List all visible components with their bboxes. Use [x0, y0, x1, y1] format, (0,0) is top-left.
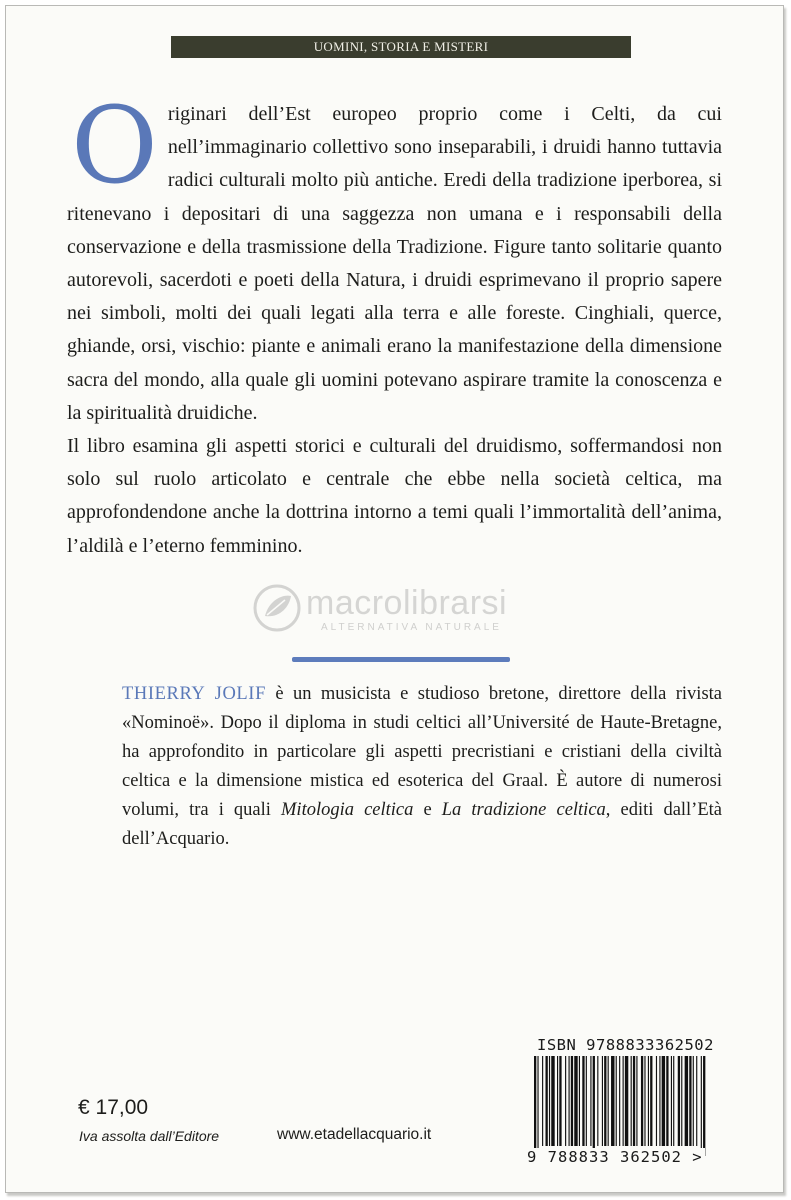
barcode-bar [685, 1056, 688, 1146]
barcode-bar [537, 1056, 538, 1156]
author-bio-part1: è un musicista e studioso bretone, direttore della rivista «Nominoë». Dopo il diploma in studi celtici all’Université de Haute-Bretagne, ha approfondito in particolare gli aspetti precristiani e cristiani della civiltà celtica e la dimensione mistica ed esoterica del Graal. È autore di numerosi volumi, tra i quali [122, 684, 722, 820]
barcode-bar [619, 1056, 620, 1146]
barcode-bar [689, 1056, 691, 1146]
barcode-bar [593, 1056, 595, 1156]
description-paragraph-1-text: riginari dell’Est europeo proprio come i Celti, da cui nell’immaginario collettivo sono inseparabili, i druidi hanno tuttavia radici culturali molto più antiche. Eredi della tradizione iperborea, si ritenevano i depositari di una saggezza non umana e i responsabili della conservazione e della trasmissione della Tradizione. Figure tanto solitarie quanto autorevoli, sacerdoti e poeti della Natura, i druidi esprimevano il proprio sapere nei simboli, molti dei quali legati alla terra e alle foreste. Cinghiali, querce, ghiande, orsi, vischio: piante e animali erano la manifestazione della dimensione sacra del mondo, alla quale gli uomini potevano aspirare tramite la conoscenza e la spiritualità druidiche. [67, 103, 722, 424]
description-paragraph-2: Il libro esamina gli aspetti storici e culturali del druidismo, soffermandosi non solo sul ruolo articolato e centrale che ebbe nella società celtica, ma approfondendone anche la dottrina intorno a temi quali l’immortalità dell’anima, l’aldilà e l’eterno femminino. [67, 435, 722, 557]
barcode-bar [604, 1056, 606, 1146]
author-name: THIERRY JOLIF [122, 684, 266, 704]
barcode-bar [534, 1056, 536, 1156]
watermark [251, 582, 561, 638]
barcode-bar [693, 1056, 694, 1146]
barcode-bar [582, 1056, 584, 1146]
barcode-bar [623, 1056, 624, 1146]
barcode-bar [648, 1056, 649, 1146]
author-bio-part2: , editi dall’Età dell’Acquario. [122, 800, 722, 849]
tax-note: Iva assolta dall’Editore [79, 1128, 220, 1144]
barcode-bar [644, 1056, 645, 1146]
barcode-bar [571, 1056, 573, 1146]
barcode-bar [696, 1056, 697, 1146]
barcode-bar [671, 1056, 672, 1146]
leaf-logo-icon [251, 582, 303, 634]
barcode-bar [633, 1056, 635, 1146]
barcode-bar [546, 1056, 548, 1146]
watermark-brand: macrolibrarsi [306, 584, 508, 622]
price: € 17,00 [78, 1096, 149, 1119]
barcode-bar [569, 1056, 570, 1146]
barcode-bar [542, 1056, 543, 1146]
barcode-bar [557, 1056, 558, 1146]
barcode-bar [559, 1056, 561, 1146]
section-divider [292, 657, 510, 662]
barcode-bar [631, 1056, 632, 1146]
barcode-bar [681, 1056, 682, 1146]
barcode-bar [616, 1056, 617, 1146]
author-bio-and: e [413, 800, 442, 820]
book-back-cover [5, 5, 784, 1193]
barcode-bar [597, 1056, 598, 1146]
barcode-bar [574, 1056, 577, 1146]
book-title-1: Mitologia celtica [281, 800, 414, 820]
barcode-bar [656, 1056, 657, 1146]
barcode-bar [650, 1056, 652, 1146]
barcode-bar [608, 1056, 609, 1146]
series-label: UOMINI, STORIA E MISTERI [313, 39, 489, 54]
barcode-bar [678, 1056, 680, 1146]
barcode-bar [662, 1056, 665, 1146]
barcode-digits: 9 788833 362502 > [527, 1148, 703, 1166]
author-bio-paragraph [122, 680, 722, 854]
barcode-bar [666, 1056, 668, 1146]
barcode-bar [590, 1056, 591, 1146]
publisher-website: www.etadellacquario.it [277, 1126, 432, 1143]
barcode-bar [703, 1056, 705, 1156]
barcode-bar [611, 1056, 614, 1146]
barcode-bar [586, 1056, 587, 1146]
barcode-bar [625, 1056, 628, 1146]
isbn-label: ISBN 9788833362502 [537, 1036, 714, 1054]
barcode-bar [636, 1056, 637, 1146]
barcode-bar [549, 1056, 550, 1146]
barcode-bar [659, 1056, 660, 1146]
barcode-bar [565, 1056, 566, 1146]
watermark-tagline: ALTERNATIVA NATURALE [321, 622, 502, 633]
drop-cap: O [71, 84, 158, 207]
barcode-bar [602, 1056, 603, 1146]
description-paragraph-1 [67, 84, 722, 430]
book-title-2: La tradizione celtica [441, 800, 606, 820]
series-banner [171, 36, 631, 58]
book-description [67, 84, 722, 563]
barcode [532, 1056, 708, 1158]
barcode-bar [701, 1056, 702, 1156]
barcode-bar [551, 1056, 554, 1146]
barcode-bar [673, 1056, 674, 1146]
barcode-bar [579, 1056, 580, 1146]
barcode-bar [641, 1056, 643, 1146]
author-bio [122, 680, 722, 854]
